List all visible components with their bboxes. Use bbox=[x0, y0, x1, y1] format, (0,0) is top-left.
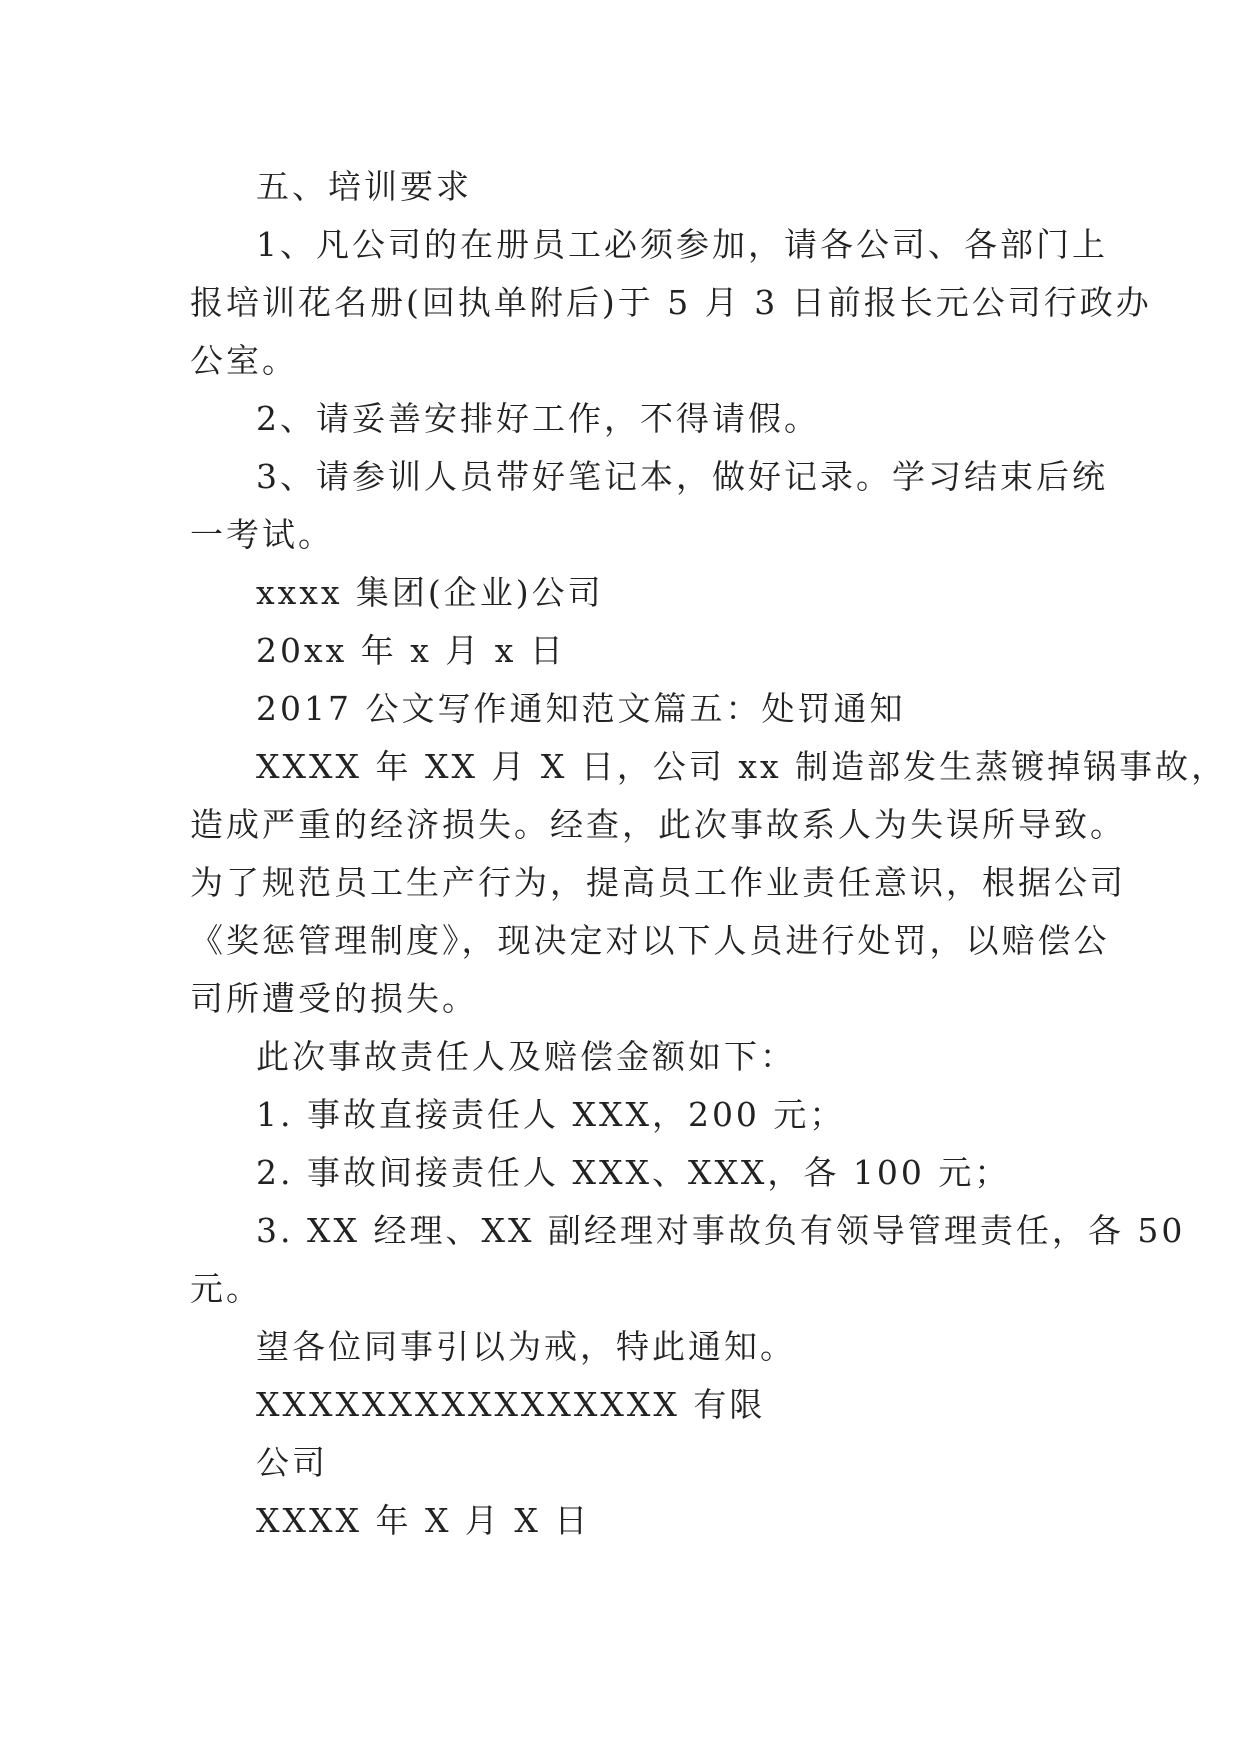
closing-statement: 望各位同事引以为戒，特此通知。 bbox=[256, 1327, 796, 1366]
signature-company: xxxx 集团(企业)公司 bbox=[256, 573, 604, 612]
section-title: 五、培训要求 bbox=[256, 167, 472, 206]
notice-body-line: XXXX 年 XX 月 X 日，公司 xx 制造部发生蒸镀掉锅事故， bbox=[256, 747, 1228, 786]
article-title: 2017 公文写作通知范文篇五：处罚通知 bbox=[256, 689, 906, 728]
document-body bbox=[190, 158, 1228, 1550]
requirement-3-line: 一考试。 bbox=[190, 515, 334, 554]
liability-item-3-line: 3. XX 经理、XX 副经理对事故负有领导管理责任，各 50 bbox=[256, 1211, 1186, 1250]
signature-company-line-2: 公司 bbox=[256, 1443, 328, 1482]
notice-body-paragraph bbox=[190, 738, 1228, 1028]
requirement-1 bbox=[190, 216, 1152, 390]
liability-item-3-line: 元。 bbox=[190, 1269, 262, 1308]
requirement-3-line: 3、请参训人员带好笔记本，做好记录。学习结束后统 bbox=[256, 457, 1108, 496]
signature-date: 20xx 年 x 月 x 日 bbox=[256, 631, 566, 670]
requirement-1-line: 公室。 bbox=[190, 341, 298, 380]
requirement-1-line: 报培训花名册(回执单附后)于 5 月 3 日前报长元公司行政办 bbox=[190, 283, 1152, 322]
signature-date-2: XXXX 年 X 月 X 日 bbox=[256, 1501, 591, 1540]
requirement-1-line: 1、凡公司的在册员工必须参加，请各公司、各部门上 bbox=[256, 225, 1108, 264]
liability-intro: 此次事故责任人及赔偿金额如下： bbox=[256, 1037, 796, 1076]
notice-body-line: 司所遭受的损失。 bbox=[190, 979, 478, 1018]
requirement-2: 2、请妥善安排好工作，不得请假。 bbox=[256, 399, 820, 438]
notice-body-line: 造成严重的经济损失。经查，此次事故系人为失误所导致。 bbox=[190, 805, 1126, 844]
notice-body-line: 为了规范员工生产行为，提高员工作业责任意识，根据公司 bbox=[190, 863, 1126, 902]
notice-body-line: 《奖惩管理制度》，现决定对以下人员进行处罚，以赔偿公 bbox=[190, 921, 1110, 960]
signature-company-line-1: XXXXXXXXXXXXXXXX 有限 bbox=[256, 1385, 766, 1424]
liability-item-3 bbox=[190, 1202, 1186, 1318]
liability-item-1: 1. 事故直接责任人 XXX，200 元； bbox=[256, 1095, 846, 1134]
liability-item-2: 2. 事故间接责任人 XXX、XXX，各 100 元； bbox=[256, 1153, 1011, 1192]
requirement-3 bbox=[190, 448, 1108, 564]
